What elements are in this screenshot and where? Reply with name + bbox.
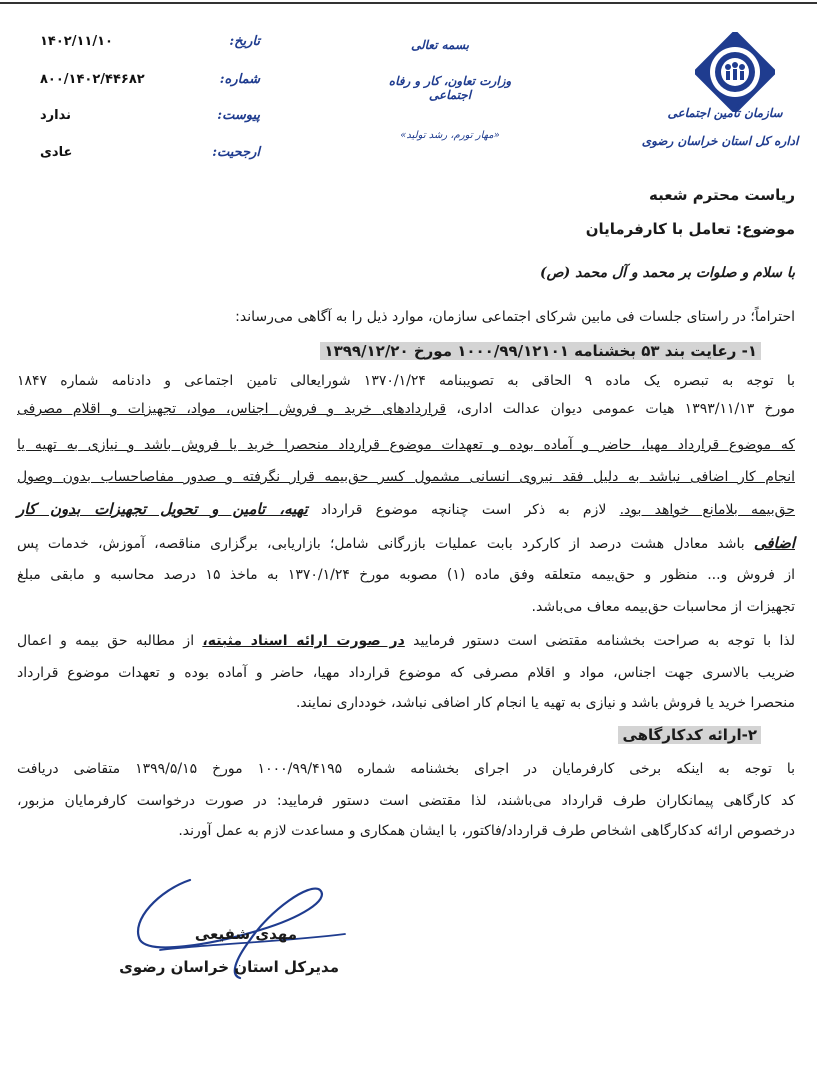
- s1-line-5b: لازم به ذکر است چنانچه موضوع قرارداد: [307, 502, 620, 518]
- recipient: ریاست محترم شعبه: [649, 186, 795, 204]
- attachment-value: ندارد: [40, 108, 72, 123]
- date-value: ۱۴۰۲/۱۱/۱۰: [40, 34, 113, 49]
- bismillah: بسمه تعالی: [410, 38, 470, 52]
- s1-line-2b: قراردادهای خرید و فروش اجناس، مواد، تجهیزات و اقلام مصرفی: [17, 401, 447, 417]
- s1-line-7: از فروش و... منظور و حق‌بیمه متعلقه وفق ماده (۱) مصوبه مورخ ۱۳۷۰/۱/۲۴ به ماخذ ۱۵ درصد محاسبه و مابقی مبلغ: [17, 567, 796, 583]
- section1-title-text: ۱- رعایت بند ۵۳ بخشنامه ۱۰۰۰/۹۹/۱۲۱۰۱ مورخ ۱۳۹۹/۱۲/۲۰: [320, 342, 761, 360]
- date-row: [40, 34, 260, 56]
- s1-line-9: [17, 630, 795, 652]
- year-motto: «مهار تورم، رشد تولید»: [400, 130, 500, 141]
- s1-line-2: [17, 398, 795, 420]
- date-label: تاریخ:: [229, 34, 260, 49]
- org-branch: اداره کل استان خراسان رضوی: [641, 134, 799, 148]
- section2-title: [618, 724, 761, 746]
- intro-paragraph: احتراماً؛ در راستای جلسات فی مابین شرکای اجتماعی سازمان، موارد ذیل را به آگاهی می‌رساند:: [235, 309, 795, 325]
- s1-line-2a: مورخ ۱۳۹۳/۱۱/۱۳ هیات عمومی دیوان عدالت اداری،: [446, 401, 796, 417]
- s1-line-9a: لذا با توجه به صراحت بخشنامه مقتضی است دستور فرمایید: [404, 633, 796, 649]
- s1-line-5c: تهیه، تامین و تحویل تجهیزات بدون کار: [17, 500, 308, 518]
- s1-line-4: انجام کار اضافی نباشد به دلیل فقد نیروی انسانی مشمول کسر حق‌بیمه قرار نگرفته و صدور مفاصاحساب بدون وصول: [17, 469, 795, 485]
- attachment-row: [40, 108, 260, 130]
- priority-value: عادی: [40, 145, 73, 160]
- s1-line-3: که موضوع قرارداد مهیا، حاضر و آماده بوده و تعهدات موضوع قرارداد منحصرا خرید یا فروش باشد و نیازی به تهیه یا: [17, 437, 795, 453]
- s1-line-6b: باشد معادل هشت درصد از کارکرد بابت عملیات بازرگانی شامل؛ بازاریابی، برگزاری مناقصه، آموزش، خدمات پس: [17, 536, 754, 552]
- priority-row: [40, 145, 260, 167]
- s1-line-5a: حق‌بیمه بلامانع خواهد بود.: [619, 502, 795, 518]
- signer-title: مدیرکل استان خراسان رضوی: [119, 958, 339, 976]
- s1-line-6a: اضافی: [753, 534, 795, 552]
- priority-label: ارجحیت:: [212, 145, 260, 160]
- greeting: با سلام و صلوات بر محمد و آل محمد (ص): [540, 265, 795, 281]
- s1-line-6: [17, 532, 795, 555]
- attachment-label: پیوست:: [217, 108, 260, 123]
- ministry-name: وزارت تعاون، کار و رفاه اجتماعی: [388, 74, 512, 102]
- s1-line-8: تجهیزات از محاسبات حق‌بیمه معاف می‌باشد.: [531, 599, 795, 615]
- s1-line-1: با توجه به تبصره یک ماده ۹ الحاقی به تصویبنامه ۱۳۷۰/۱/۲۴ شورایعالی تامین اجتماعی و دادنامه شماره ۱۸۴۷: [17, 373, 796, 389]
- s1-line-11: منحصرا خرید یا فروش باشد و نیازی به تهیه یا انجام کار اضافی نباشد، خودداری نمایند.: [295, 695, 795, 711]
- number-value: ۸۰۰/۱۴۰۲/۴۴۶۸۲: [40, 72, 145, 87]
- s2-line-2: کد کارگاهی پیمانکاران طرف قرارداد می‌باشند، لذا مقتضی است دستور فرمایید: در صورت درخواست کارفرمایان مزبور،: [17, 793, 795, 809]
- s1-line-9b: در صورت ارائه اسناد مثبته،: [202, 633, 405, 649]
- s1-line-9c: از مطالبه حق بیمه و اعمال: [17, 633, 203, 649]
- signer-name: مهدی شفیعی: [194, 925, 297, 943]
- s2-line-1: با توجه به اینکه برخی کارفرمایان در اجرای بخشنامه شماره ۱۰۰۰/۹۹/۴۱۹۵ مورخ ۱۳۹۹/۵/۱۵ متقاضی دریافت: [17, 761, 795, 777]
- s2-line-3: درخصوص ارائه کدکارگاهی اشخاص طرف قرارداد/فاکتور، با ایشان همکاری و مساعدت لازم به عمل آورند.: [178, 823, 795, 839]
- number-row: [40, 72, 260, 94]
- s1-line-5: [17, 498, 795, 521]
- subject: موضوع: تعامل با کارفرمایان: [585, 220, 795, 238]
- number-label: شماره:: [219, 72, 260, 87]
- org-name: سازمان تأمین اجتماعی: [667, 106, 783, 120]
- section2-title-text: ۲-ارائه کدکارگاهی: [618, 726, 761, 744]
- top-border: [0, 2, 817, 4]
- social-security-logo-icon: [695, 32, 775, 112]
- section1-title: [320, 340, 761, 362]
- s1-line-10: ضریب بالاسری جهت اجناس، مواد و اقلام مصرفی که موضوع قرارداد مهیا، حاضر و آماده بوده و تعهدات موضوع قرارداد: [17, 665, 795, 681]
